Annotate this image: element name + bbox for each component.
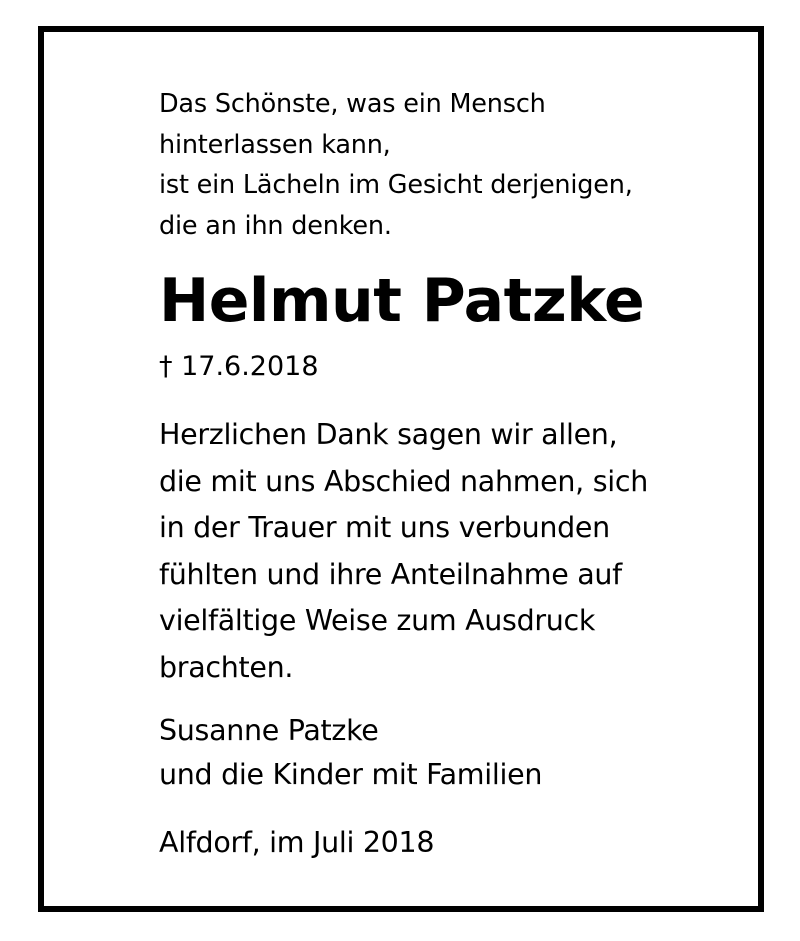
thanks-line: Herzlichen Dank sagen wir allen,	[159, 418, 618, 451]
thanks-line: fühlten und ihre Anteilnahme auf	[159, 557, 622, 591]
signature-block	[159, 709, 739, 797]
quote-line: hinterlassen kann,	[159, 129, 391, 160]
quote-line: die an ihn denken.	[159, 210, 392, 241]
quote-line: ist ein Lächeln im Gesicht derjenigen,	[159, 170, 633, 200]
deceased-name: Helmut Patzke	[159, 266, 645, 336]
place-and-date: Alfdorf, im Juli 2018	[159, 826, 435, 859]
thanks-line: vielfältige Weise zum Ausdruck	[159, 604, 596, 637]
thanks-message	[159, 412, 739, 691]
thanks-line: brachten.	[159, 650, 294, 684]
signature-line: und die Kinder mit Familien	[159, 758, 543, 791]
thanks-line: in der Trauer mit uns verbunden	[159, 511, 610, 544]
signature-line: Susanne Patzke	[159, 714, 379, 747]
quote-line: Das Schönste, was ein Mensch	[159, 89, 546, 119]
obituary-notice-frame	[38, 26, 764, 912]
memorial-quote	[159, 84, 739, 246]
obituary-content	[159, 84, 739, 865]
death-date: † 17.6.2018	[159, 351, 319, 382]
thanks-line: die mit uns Abschied nahmen, sich	[159, 464, 648, 498]
